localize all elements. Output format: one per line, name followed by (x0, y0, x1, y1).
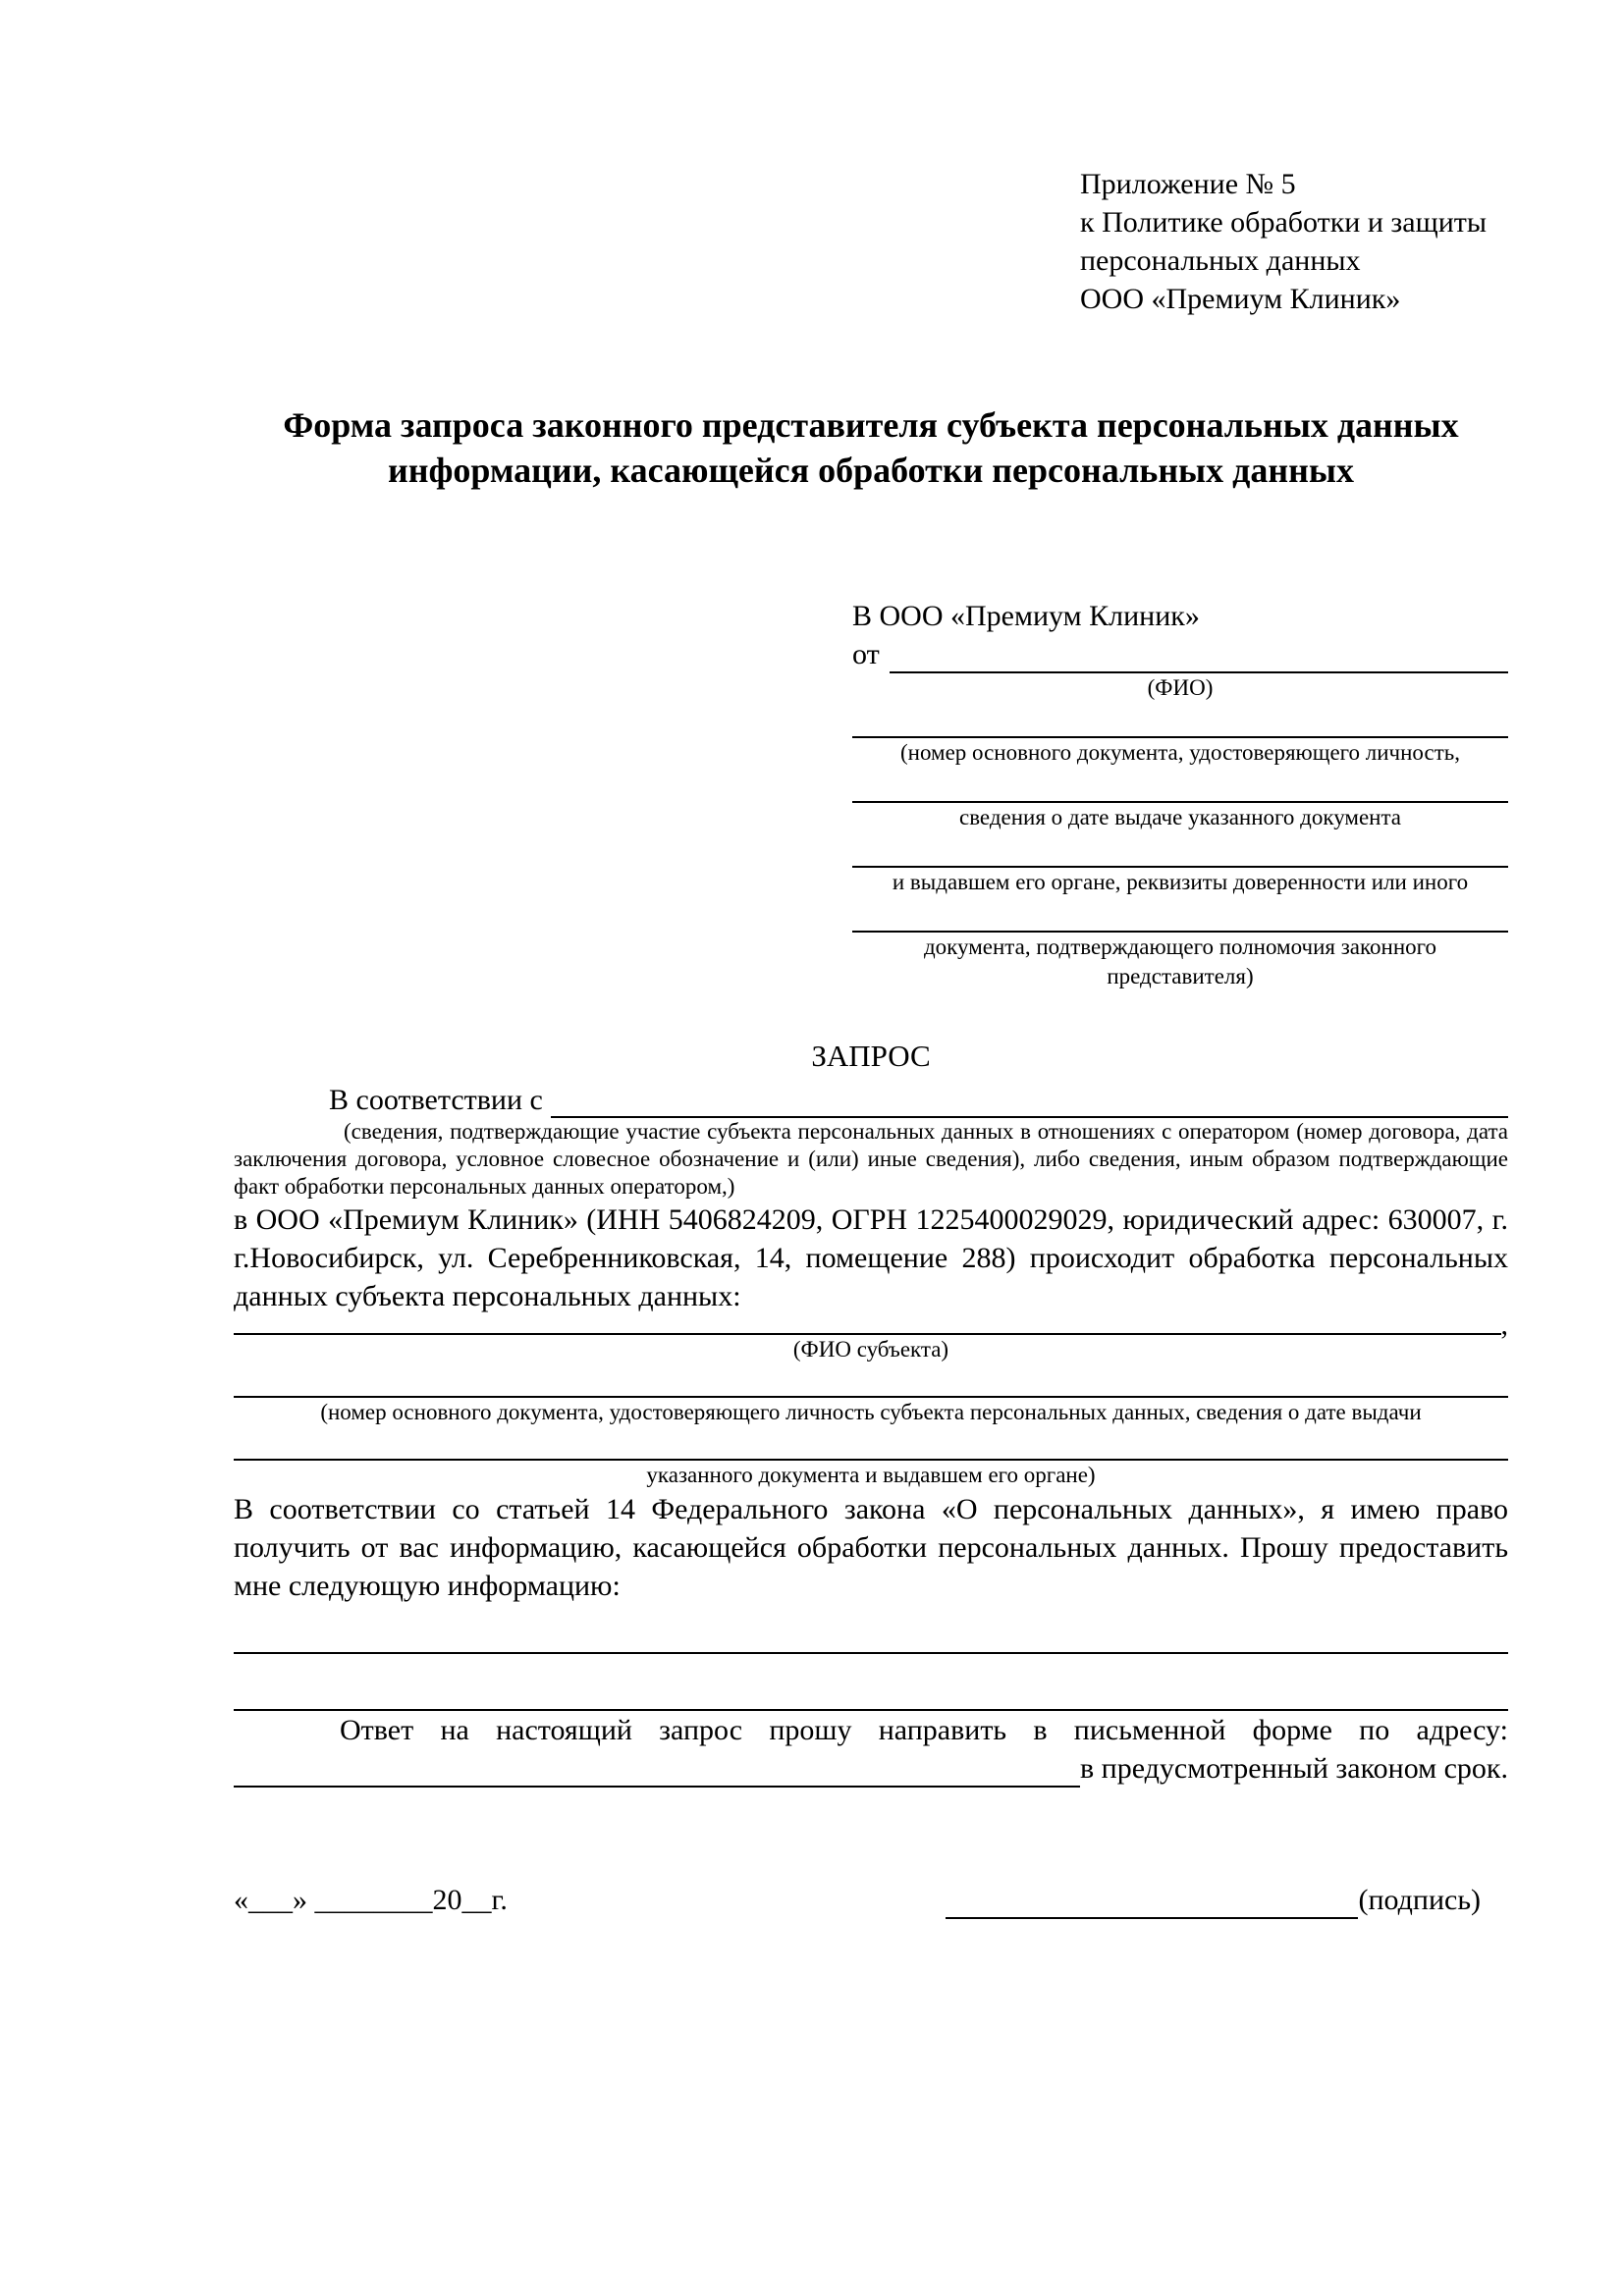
from-label: от (852, 638, 880, 670)
date-line: «___» ________20__г. (234, 1884, 508, 1916)
annex-line: персональных данных (1080, 244, 1361, 277)
request-heading: ЗАПРОС (811, 1039, 931, 1073)
footer-row (234, 1881, 1508, 1919)
accordance-note: (сведения, подтверждающие участие субъекта персональных данных в отношениях с оператором (номер договора, дата заключения договора, условное словесное обозначение и (или) иные сведения), либо сведения, иным образом подтверждающие факт обработки персональных данных оператором,) (234, 1119, 1508, 1199)
reply-tail: в предусмотренный законом срок. (1080, 1752, 1508, 1785)
blank-line-issue-date (852, 768, 1508, 803)
blank-line-reply-address (234, 1786, 1080, 1788)
caption-fio: (ФИО) (1147, 675, 1214, 700)
blank-line-signature (946, 1890, 1358, 1919)
annex-line: Приложение № 5 (1080, 168, 1296, 200)
blank-line-document-number (852, 703, 1508, 738)
law-paragraph: В соответствии со статьей 14 Федерального закона «О персональных данных», я имею право получить от вас информацию, касающейся обработки персональных данных. Прошу предоставить мне следующую информацию: (234, 1493, 1508, 1602)
caption-authority-document: документа, подтверждающего полномочия законного представителя) (923, 934, 1436, 988)
subject-fio-row (234, 1308, 1508, 1341)
caption-issue-date: сведения о дате выдаче указанного документа (958, 805, 1402, 829)
caption-subject-document-2: указанного документа и выдавшем его органе) (646, 1463, 1096, 1487)
blank-line-issuing-authority (852, 832, 1508, 868)
caption-document-number: (номер основного документа, удостоверяющего личность, (899, 740, 1460, 765)
blank-line-authority-document (852, 897, 1508, 933)
caption-subject-document: (номер основного документа, удостоверяющего личность субъекта персональных данных, сведения о дате выдачи (320, 1400, 1422, 1424)
trailing-comma: , (1500, 1308, 1508, 1341)
signature-group (946, 1881, 1481, 1919)
blank-line-info-2 (234, 1654, 1508, 1711)
blank-line-subject-document-2 (234, 1427, 1508, 1461)
annex-header (1080, 0, 1508, 318)
addressee-block (852, 597, 1508, 991)
operator-paragraph: в ООО «Премиум Клиник» (ИНН 5406824209, ОГРН 1225400029029, юридический адрес: 630007, г. г.Новосибирск, ул. Серебренниковская, 14, помещение 288) происходит обработка персональных данных субъекта персональных данных: (234, 1203, 1508, 1312)
from-row (852, 635, 1508, 673)
addressee-to: В ООО «Премиум Клиник» (852, 600, 1200, 632)
reply-address-row (234, 1749, 1508, 1788)
caption-issuing-authority: и выдавшем его органе, реквизиты доверенности или иного (892, 870, 1469, 894)
accordance-row (234, 1083, 1508, 1118)
accordance-lead: В соответствии с (329, 1084, 543, 1116)
reply-lead: Ответ на настоящий запрос прошу направить в письменной форме по адресу: (340, 1714, 1508, 1746)
blank-line-info-1 (234, 1605, 1508, 1654)
blank-line-subject-document (234, 1364, 1508, 1398)
document-title-line: информации, касающейся обработки персональных данных (388, 451, 1354, 490)
document-title-line: Форма запроса законного представителя субъекта персональных данных (283, 405, 1459, 445)
annex-line: ООО «Премиум Клиник» (1080, 283, 1401, 315)
annex-line: к Политике обработки и защиты (1080, 206, 1488, 239)
caption-signature: (подпись) (1358, 1884, 1481, 1916)
caption-subject-fio: (ФИО субъекта) (792, 1337, 949, 1362)
document-title (234, 402, 1508, 493)
